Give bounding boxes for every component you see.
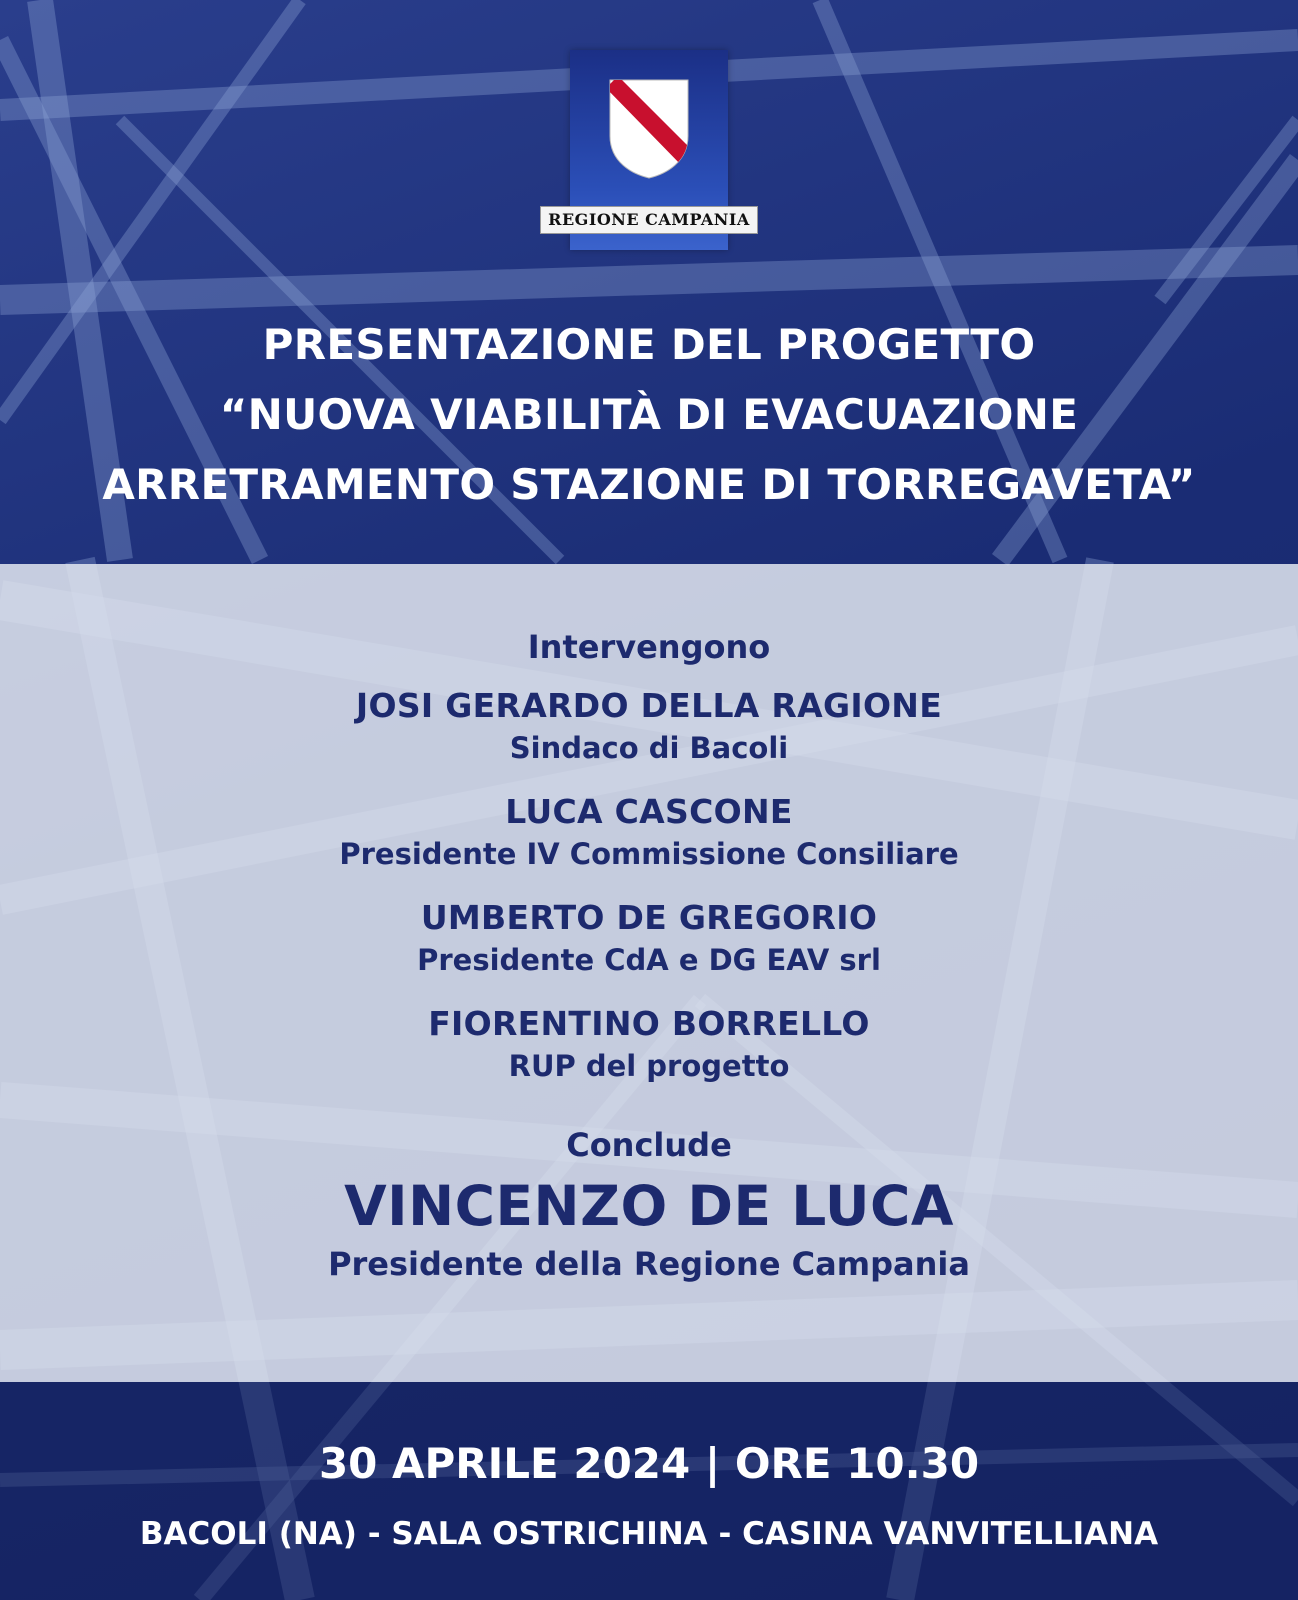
event-datetime: 30 APRILE 2024 | ORE 10.30 <box>318 1439 980 1488</box>
speaker-name: JOSI GERARDO DELLA RAGIONE <box>355 686 943 725</box>
title-line-1: PRESENTAZIONE DEL PROGETTO <box>262 320 1036 369</box>
intervengono-label: Intervengono <box>527 628 771 666</box>
event-location: BACOLI (NA) - SALA OSTRICHINA - CASINA VANVITELLIANA <box>139 1516 1159 1552</box>
speakers-list <box>0 622 1298 1286</box>
event-title <box>0 310 1298 520</box>
conclude-label: Conclude <box>566 1126 732 1164</box>
speaker-name: FIORENTINO BORRELLO <box>428 1004 870 1043</box>
title-line-3: ARRETRAMENTO STAZIONE DI TORREGAVETA” <box>102 460 1196 509</box>
title-line-2: “NUOVA VIABILITÀ DI EVACUAZIONE <box>219 390 1079 439</box>
speaker-role: RUP del progetto <box>508 1049 790 1083</box>
campania-shield-icon <box>606 76 692 180</box>
speaker-name: LUCA CASCONE <box>505 792 793 831</box>
speaker-role: Presidente CdA e DG EAV srl <box>417 943 881 977</box>
closing-speaker-role: Presidente della Regione Campania <box>328 1245 970 1283</box>
speaker-role: Sindaco di Bacoli <box>509 731 789 765</box>
speaker-role: Presidente IV Commissione Consiliare <box>339 837 959 871</box>
closing-speaker-name: VINCENZO DE LUCA <box>344 1174 954 1238</box>
speaker-name: UMBERTO DE GREGORIO <box>420 898 878 937</box>
logo-label: REGIONE CAMPANIA <box>540 206 758 234</box>
